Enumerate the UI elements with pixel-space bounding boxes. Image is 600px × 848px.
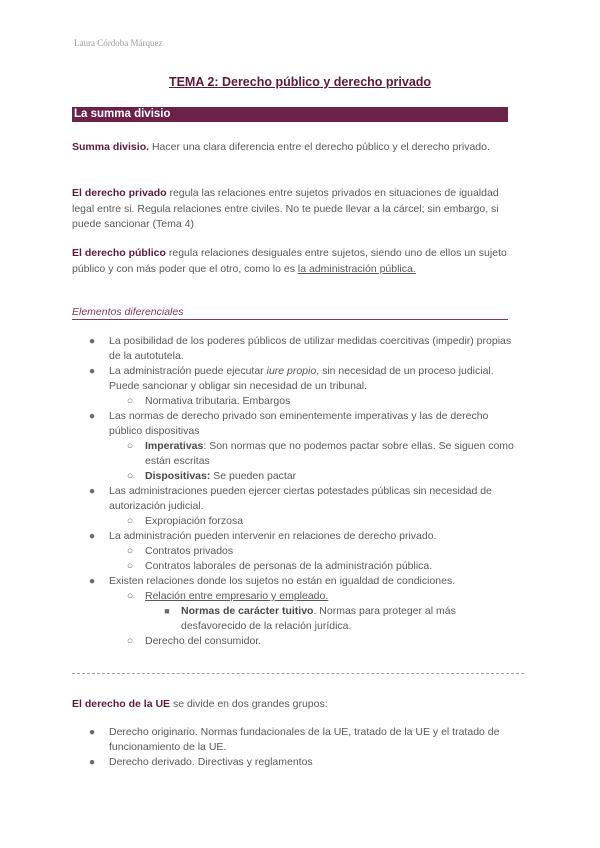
italic-term: iure propio — [266, 365, 317, 377]
paragraph-derecho-ue — [72, 697, 520, 713]
underlined-phrase: la administración pública. — [297, 262, 416, 275]
list-item: ● Derecho originario. Normas fundacionales de la UE, tratado de la UE y el tratado de funcionamiento de la UE. — [72, 725, 520, 755]
bullet-circle-icon: ○ — [126, 515, 134, 527]
bold-term: Imperativas — [145, 440, 204, 452]
paragraph-text: se divide en dos grandes grupos: — [170, 698, 328, 710]
list-subitem: ○ Contratos privados — [72, 544, 520, 559]
bullet-disc-icon: ● — [88, 335, 96, 347]
list-item: ● La posibilidad de los poderes públicos de utilizar medidas coercitivas (impedir) propias de la autotutela. — [72, 334, 520, 364]
document-title: TEMA 2: Derecho público y derecho privado — [168, 75, 432, 89]
bullet-disc-icon: ● — [88, 575, 96, 587]
bold-term: Dispositivas: — [145, 470, 211, 482]
bullet-circle-icon: ○ — [126, 560, 134, 572]
paragraph-derecho-publico — [72, 246, 520, 277]
list-item: ● Las administraciones pueden ejercer ciertas potestades públicas sin necesidad de autorización judicial. — [72, 484, 520, 514]
section-heading: La summa divisio — [72, 107, 508, 122]
paragraph-text: regula relaciones desiguales entre sujetos, siendo uno de ellos un sujeto público y con más poder que el otro, como lo es — [72, 247, 507, 275]
bullet-circle-icon: ○ — [126, 635, 134, 647]
list-subitem: ○ Expropiación forzosa — [72, 514, 520, 529]
bullet-disc-icon: ● — [88, 530, 96, 542]
bold-term: El derecho privado — [72, 187, 167, 199]
list-subitem: ○ Dispositivas: Se pueden pactar — [72, 469, 520, 484]
list-subitem: ○ Imperativas: Son normas que no podemos pactar sobre ellas. Se siguen como están escritas — [72, 439, 520, 469]
subheading-elementos: Elementos diferenciales — [72, 305, 508, 320]
differences-list — [72, 334, 520, 649]
bullet-circle-icon: ○ — [126, 440, 134, 452]
bullet-disc-icon: ● — [88, 410, 96, 422]
list-item: ● La administración puede ejecutar iure propio, sin necesidad de un proceso judicial. Puede sancionar y obligar sin necesidad de un tribunal. — [72, 364, 520, 394]
dashed-separator — [72, 673, 524, 674]
list-subitem: ○ Contratos laborales de personas de la administración pública. — [72, 559, 520, 574]
list-item: ● Derecho derivado. Directivas y reglamentos — [72, 755, 520, 770]
bold-term: El derecho público — [72, 247, 166, 259]
bold-term: Normas de carácter tuitivo — [181, 605, 314, 617]
bullet-square-icon: ■ — [164, 606, 170, 616]
paragraph-text: regula las relaciones entre sujetos privados en situaciones de igualdad legal entre si. Regula relaciones entre civiles. No te puede llevar a la cárcel; sin embargo, si puede sancionar (Tema 4) — [72, 187, 499, 230]
bullet-disc-icon: ● — [88, 365, 96, 377]
bullet-circle-icon: ○ — [126, 590, 134, 602]
paragraph-summa-divisio — [72, 140, 520, 156]
paragraph-derecho-privado — [72, 186, 520, 233]
author-name: Laura Córdoba Márquez — [74, 38, 163, 48]
bold-term: Summa divisio. — [72, 141, 150, 153]
bullet-circle-icon: ○ — [126, 395, 134, 407]
bullet-disc-icon: ● — [88, 726, 96, 738]
bold-term: El derecho de la UE — [72, 698, 171, 710]
list-item: ● Existen relaciones donde los sujetos no están en igualdad de condiciones. — [72, 574, 520, 589]
list-item: ● Las normas de derecho privado son eminentemente imperativas y las de derecho público dispositivas — [72, 409, 520, 439]
list-subitem: ○ Derecho del consumidor. — [72, 634, 520, 649]
list-subitem: ○ Relación entre empresario y empleado. — [72, 589, 520, 604]
ue-list — [72, 725, 520, 770]
bullet-circle-icon: ○ — [126, 545, 134, 557]
bullet-disc-icon: ● — [88, 756, 96, 768]
list-subsubitem: ■ Normas de carácter tuitivo. Normas para proteger al más desfavorecido de la relación jurídica. — [72, 604, 520, 634]
bullet-circle-icon: ○ — [126, 470, 134, 482]
list-subitem: ○ Normativa tributaria. Embargos — [72, 394, 520, 409]
paragraph-text: Hacer una clara diferencia entre el derecho público y el derecho privado. — [149, 141, 490, 153]
list-item: ● La administración pueden intervenir en relaciones de derecho privado. — [72, 529, 520, 544]
bullet-disc-icon: ● — [88, 485, 96, 497]
